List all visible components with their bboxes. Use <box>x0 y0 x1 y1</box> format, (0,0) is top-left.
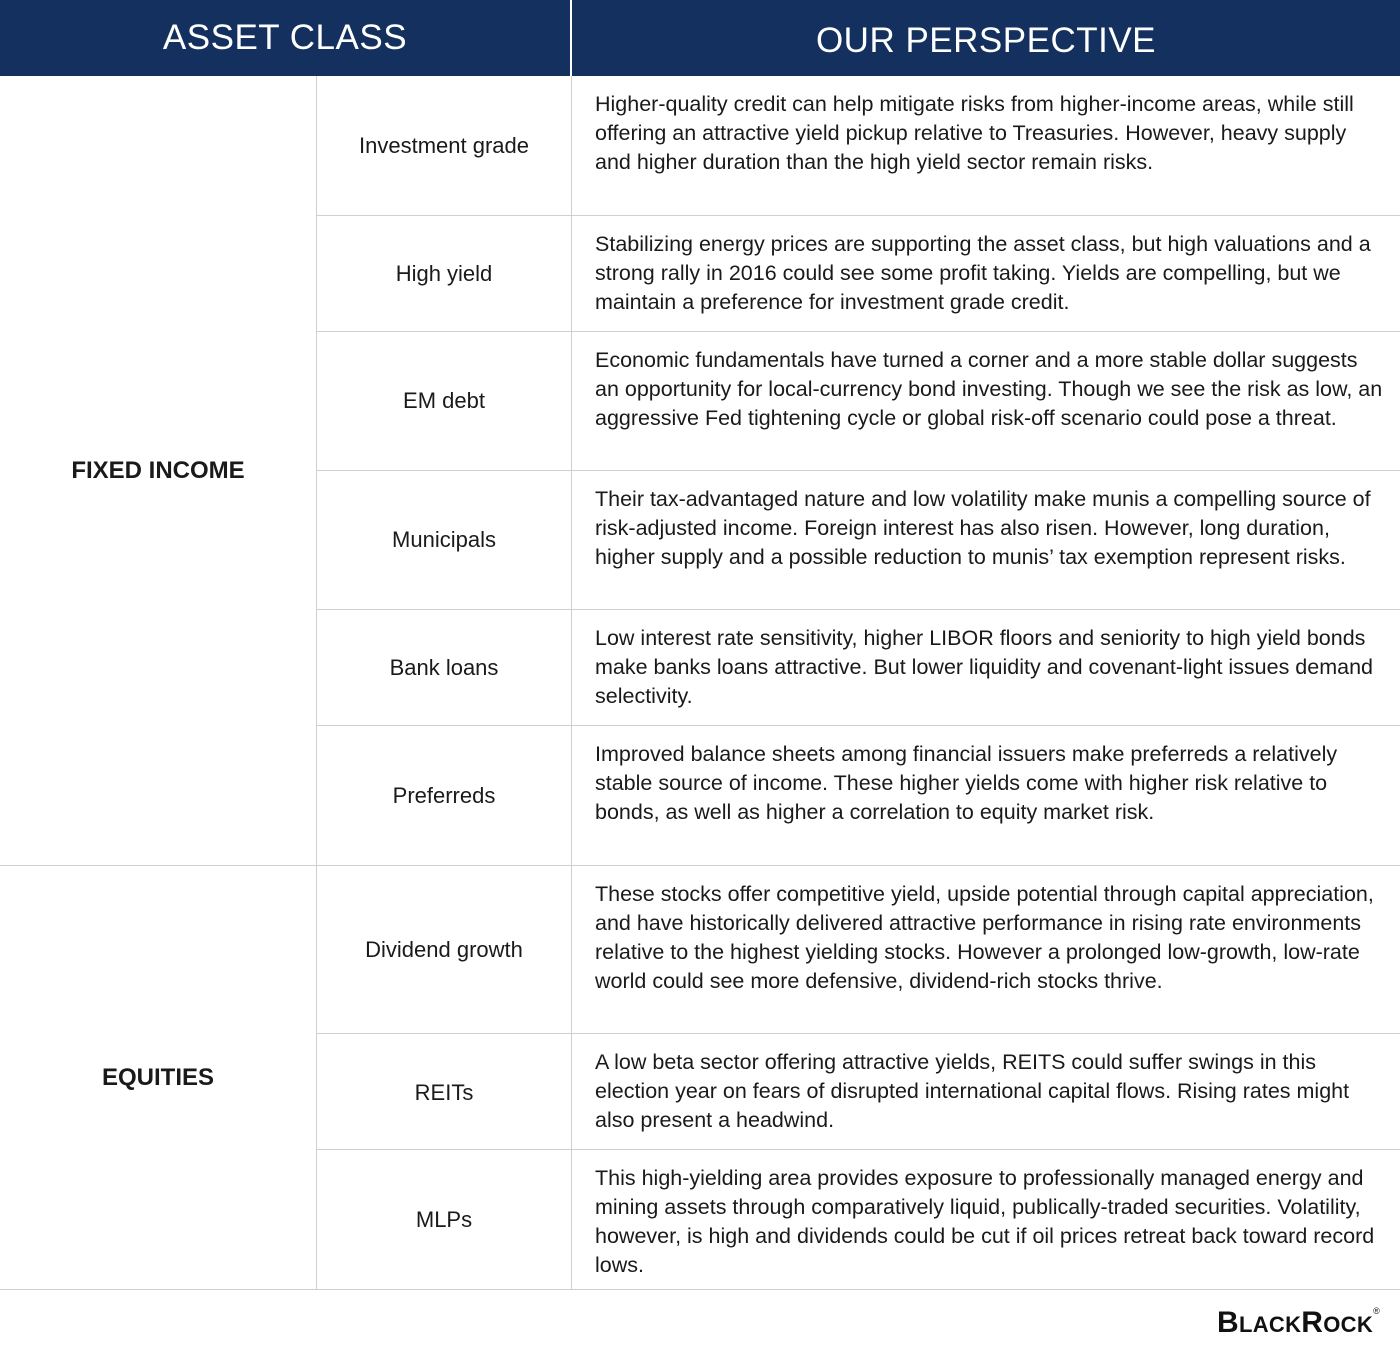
group-rows <box>317 76 1400 865</box>
table-row <box>317 216 1400 332</box>
header-our-perspective: OUR PERSPECTIVE <box>815 21 1157 60</box>
logo-letters-lack: LACK <box>1238 1312 1302 1337</box>
logo-letters-ock: OCK <box>1323 1312 1374 1337</box>
row-asset-name: High yield <box>317 216 572 331</box>
row-asset-name: Preferreds <box>317 726 572 865</box>
table-row <box>317 866 1400 1034</box>
registered-mark: ® <box>1373 1306 1380 1316</box>
row-perspective-text: Stabilizing energy prices are supporting the asset class, but high valuations and a strong rally in 2016 could see some profit taking. Yields are compelling, but we maintain a preference for investment grade credit. <box>595 232 1371 314</box>
table-row <box>317 76 1400 216</box>
row-perspective-text: Improved balance sheets among financial issuers make preferreds a relatively stable source of income. These higher yields come with higher risk relative to bonds, as well as higher a correlation to equity market risk. <box>595 742 1338 824</box>
table-row <box>317 1034 1400 1150</box>
row-perspective-text: Their tax-advantaged nature and low volatility make munis a compelling source of risk-adjusted income. Foreign interest has also risen. However, long duration, higher supply and a possible reduction to munis’ tax exemption represent risks. <box>595 487 1371 569</box>
table-row <box>317 332 1400 471</box>
group-rows <box>317 866 1400 1289</box>
row-asset-name: MLPs <box>317 1150 572 1289</box>
group-label: EQUITIES <box>0 866 317 1289</box>
row-asset-name: REITs <box>317 1034 572 1149</box>
table-row <box>317 1150 1400 1289</box>
row-asset-name: Investment grade <box>317 76 572 215</box>
group-equities <box>0 866 1400 1290</box>
row-perspective-text: These stocks offer competitive yield, upside potential through capital appreciation, and have historically delivered attractive performance in rising rate environments relative to the highest yielding stocks. However a prolonged low-growth, low-rate world could see more defensive, dividend-rich stocks thrive. <box>595 882 1374 993</box>
row-asset-name: Dividend growth <box>317 866 572 1033</box>
asset-class-table <box>0 76 1400 1290</box>
table-row <box>317 610 1400 726</box>
row-perspective-text: Higher-quality credit can help mitigate risks from higher-income areas, while still offering an attractive yield pickup relative to Treasuries. However, heavy supply and higher duration than the high yield sector remain risks. <box>595 92 1354 174</box>
header-asset-class: ASSET CLASS <box>0 0 572 76</box>
table-row <box>317 726 1400 865</box>
table-header <box>0 0 1400 76</box>
blackrock-logo <box>1217 1306 1380 1340</box>
group-label: FIXED INCOME <box>0 76 317 865</box>
logo-letter-r: R <box>1301 1306 1324 1339</box>
row-perspective-text: A low beta sector offering attractive yields, REITS could suffer swings in this election year on fears of disrupted international capital flows. Rising rates might also present a headwind. <box>595 1050 1350 1132</box>
row-perspective-text: This high-yielding area provides exposure to professionally managed energy and mining assets through comparatively liquid, publically-traded securities. Volatility, however, is high and dividends could be cut if oil prices retreat back toward record lows. <box>595 1166 1375 1277</box>
table-row <box>317 471 1400 610</box>
row-perspective-text: Economic fundamentals have turned a corner and a more stable dollar suggests an opportunity for local-currency bond investing. Though we see the risk as low, an aggressive Fed tightening cycle or global risk-off scenario could pose a threat. <box>595 348 1383 430</box>
group-fixed-income <box>0 76 1400 866</box>
row-perspective-text: Low interest rate sensitivity, higher LIBOR floors and seniority to high yield bonds make banks loans attractive. But lower liquidity and covenant-light issues demand selectivity. <box>595 626 1373 708</box>
logo-letter-b: B <box>1217 1306 1239 1339</box>
row-asset-name: EM debt <box>317 332 572 470</box>
row-asset-name: Bank loans <box>317 610 572 725</box>
row-asset-name: Municipals <box>317 471 572 609</box>
